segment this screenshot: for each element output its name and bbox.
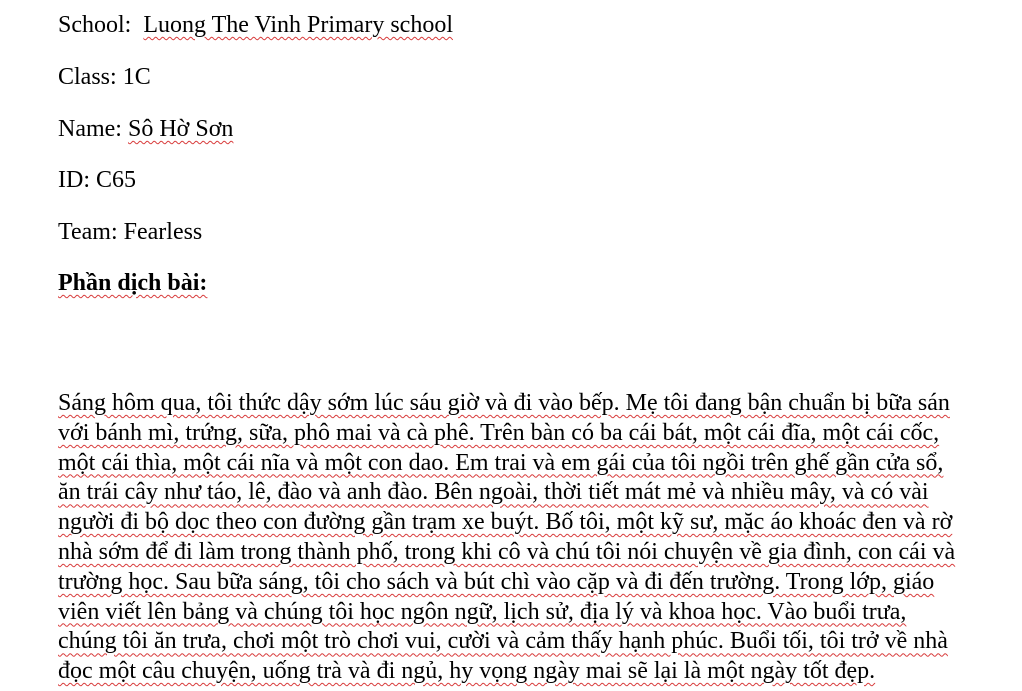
school-label: School: bbox=[58, 12, 132, 38]
class-value: 1C bbox=[122, 64, 151, 90]
id-value: C65 bbox=[96, 167, 137, 193]
school-line bbox=[58, 10, 453, 40]
team-label: Team: bbox=[58, 219, 118, 245]
team-line bbox=[58, 217, 202, 247]
paragraph-line: người đi bộ dọc theo con đường gần trạm xe buýt. Bố tôi, một kỹ sư, mặc áo khoác đen và rờ bbox=[58, 509, 953, 536]
name-label: Name: bbox=[58, 116, 122, 142]
name-line bbox=[58, 114, 233, 144]
paragraph-line: trường học. Sau bữa sáng, tôi cho sách và bút chì vào cặp và đi đến trường. Trong lớp, giáo bbox=[58, 568, 935, 595]
class-label: Class: bbox=[58, 64, 117, 90]
section-heading: Phần dịch bài: bbox=[58, 270, 208, 296]
paragraph-line: Sáng hôm qua, tôi thức dậy sớm lúc sáu giờ và đi vào bếp. Mẹ tôi đang bận chuẩn bị bữa sán bbox=[58, 390, 950, 416]
paragraph-line: nhà sớm để đi làm trong thành phố, trong khi cô và chú tôi nói chuyện về gia đình, con cái và bbox=[58, 538, 956, 565]
paragraph-line: ăn trái cây như táo, lê, đào và anh đào. Bên ngoài, thời tiết mát mẻ và nhiều mây, và có vài bbox=[58, 479, 929, 506]
team-value: Fearless bbox=[123, 219, 203, 245]
paragraph-line: viên viết lên bảng và chúng tôi học ngôn ngữ, lịch sử, địa lý và khoa học. Vào buổi trưa, bbox=[58, 598, 907, 625]
id-line bbox=[58, 165, 136, 195]
paragraph-line: chúng tôi ăn trưa, chơi một trò chơi vui, cười và cảm thấy hạnh phúc. Buổi tối, tôi trở về nhà bbox=[58, 628, 948, 655]
paragraph-line: với bánh mì, trứng, sữa, phô mai và cà phê. Trên bàn có ba cái bát, một cái đĩa, một cái cốc, bbox=[58, 419, 940, 446]
id-label: ID: bbox=[58, 167, 90, 193]
paragraph-line: một cái thìa, một cái nĩa và một con dao. Em trai và em gái của tôi ngồi trên ghế gần cửa sổ, bbox=[58, 449, 944, 476]
school-value: Luong The Vinh Primary school bbox=[143, 12, 453, 38]
translation-paragraph bbox=[58, 389, 1022, 687]
paragraph-line: đọc một câu chuyện, uống trà và đi ngủ, hy vọng ngày mai sẽ lại là một ngày tốt đẹp. bbox=[58, 658, 876, 685]
class-line bbox=[58, 62, 151, 92]
name-value: Sô Hờ Sơn bbox=[127, 116, 234, 142]
